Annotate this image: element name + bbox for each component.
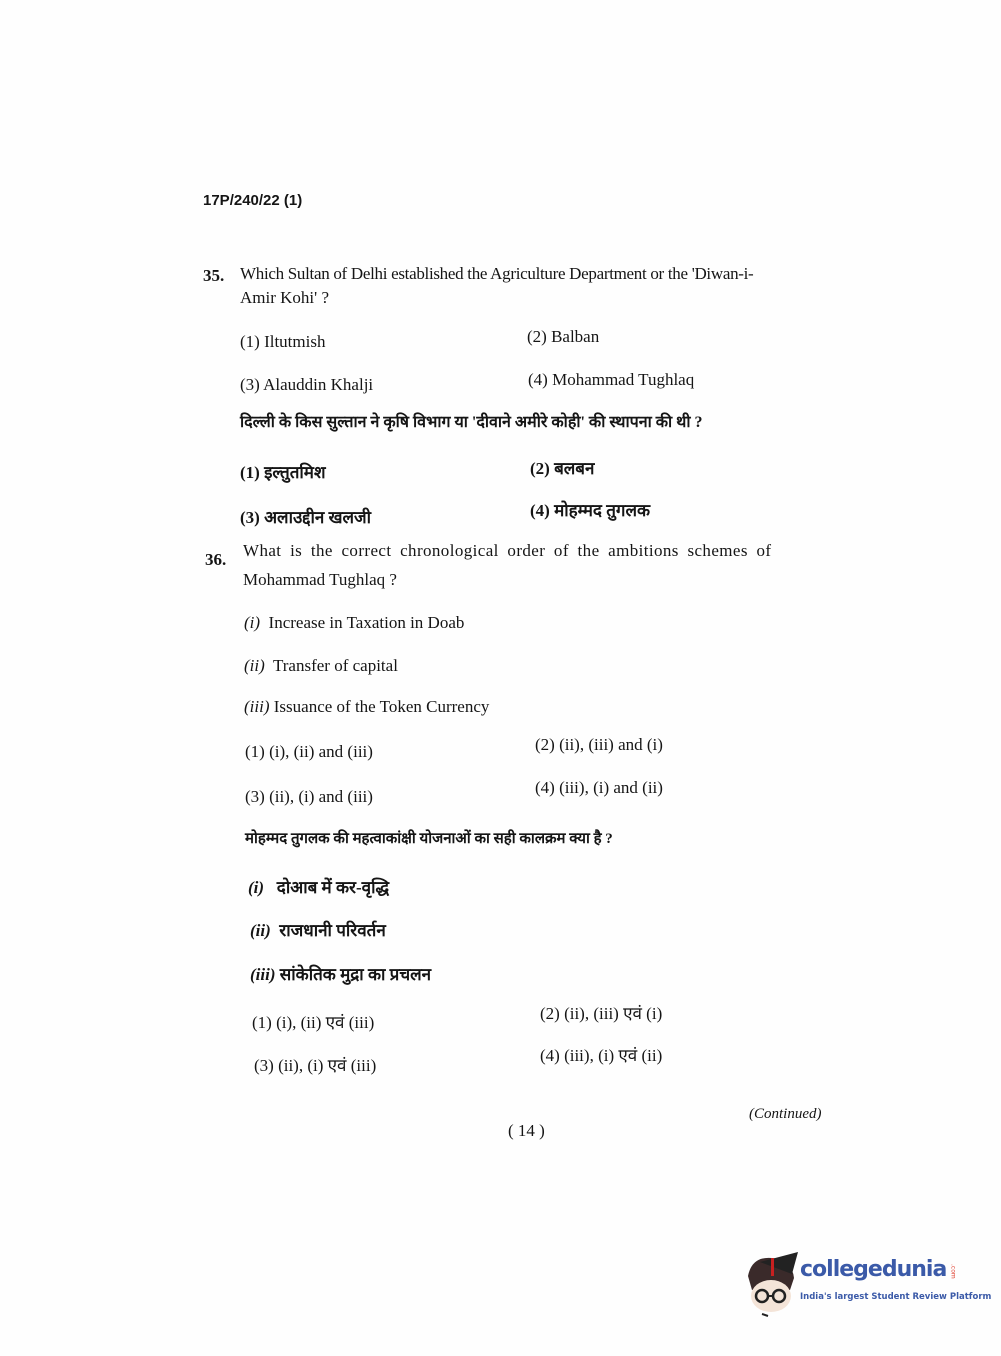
q36-hindi-item-2 bbox=[250, 918, 386, 941]
q36-hindi-item-2-text: राजधानी परिवर्तन bbox=[279, 921, 386, 940]
q36-item-2-num: (ii) bbox=[244, 656, 265, 675]
brand-suffix: .com bbox=[949, 1264, 957, 1279]
q36-hindi-item-1 bbox=[248, 875, 389, 898]
collegedunia-watermark bbox=[742, 1248, 997, 1320]
q36-hindi-item-3 bbox=[250, 962, 431, 985]
q36-item-2 bbox=[244, 656, 398, 676]
q36-item-2-text: Transfer of capital bbox=[272, 656, 398, 675]
brand-tagline: India's largest Student Review Platform bbox=[800, 1292, 992, 1302]
q35-hindi-option-1: (1) इल्तुतमिश bbox=[240, 463, 326, 482]
q35-option-3: (3) Alauddin Khalji bbox=[240, 375, 374, 394]
q36-option-4: (4) (iii), (i) and (ii) bbox=[535, 778, 663, 797]
page-number: ( 14 ) bbox=[508, 1121, 545, 1140]
q36-text-line2: Mohammad Tughlaq ? bbox=[243, 570, 397, 589]
q36-hindi-text: मोहम्मद तुगलक की महत्वाकांक्षी योजनाओं का सही कालक्रम क्या है ? bbox=[245, 831, 613, 847]
q36-hindi-option-2: (2) (ii), (iii) एवं (i) bbox=[540, 1004, 663, 1023]
q35-hindi-text: दिल्ली के किस सुल्तान ने कृषि विभाग या 'दीवाने अमीरे कोही' की स्थापना की थी ? bbox=[240, 414, 703, 431]
q35-hindi-option-3: (3) अलाउद्दीन खलजी bbox=[240, 508, 372, 527]
q35-hindi-option-2: (2) बलबन bbox=[530, 459, 595, 478]
q36-hindi-item-1-num: (i) bbox=[248, 878, 265, 897]
q36-option-2: (2) (ii), (iii) and (i) bbox=[535, 735, 663, 754]
q36-item-3 bbox=[244, 697, 489, 717]
q36-option-3: (3) (ii), (i) and (iii) bbox=[245, 787, 373, 806]
q36-hindi-option-1: (1) (i), (ii) एवं (iii) bbox=[252, 1013, 375, 1032]
q35-text-line2: Amir Kohi' ? bbox=[240, 288, 329, 307]
q36-item-1 bbox=[244, 613, 464, 633]
q36-hindi-item-3-num: (iii) bbox=[250, 965, 276, 984]
q36-number: 36. bbox=[205, 550, 227, 569]
q36-item-3-text: Issuance of the Token Currency bbox=[273, 697, 490, 716]
q36-text-line1: What is the correct chronological order of the ambitions schemes of bbox=[243, 541, 772, 560]
q36-hindi-item-2-num: (ii) bbox=[250, 921, 271, 940]
q36-hindi-option-4: (4) (iii), (i) एवं (ii) bbox=[540, 1046, 663, 1065]
q35-option-4: (4) Mohammad Tughlaq bbox=[528, 370, 695, 389]
q36-item-1-text: Increase in Taxation in Doab bbox=[268, 613, 465, 632]
q36-item-1-num: (i) bbox=[244, 613, 261, 632]
q35-hindi-option-4: (4) मोहम्मद तुगलक bbox=[530, 501, 651, 520]
mascot-logo-icon bbox=[742, 1248, 800, 1320]
q36-item-3-num: (iii) bbox=[244, 697, 270, 716]
q36-option-1: (1) (i), (ii) and (iii) bbox=[245, 742, 373, 761]
q35-text-line1: Which Sultan of Delhi established the Agriculture Department or the 'Diwan-i- bbox=[240, 264, 754, 283]
q36-hindi-item-1-text: दोआब में कर-वृद्धि bbox=[276, 878, 390, 897]
q35-option-2: (2) Balban bbox=[527, 327, 600, 346]
brand-row bbox=[800, 1256, 955, 1284]
q36-hindi-item-3-text: सांकेतिक मुद्रा का प्रचलन bbox=[279, 965, 432, 984]
paper-code: 17P/240/22 (1) bbox=[203, 192, 303, 209]
q36-hindi-option-3: (3) (ii), (i) एवं (iii) bbox=[254, 1056, 377, 1075]
brand-name: collegedunia bbox=[800, 1257, 947, 1282]
continued-label: (Continued) bbox=[749, 1106, 822, 1122]
q35-option-1: (1) Iltutmish bbox=[240, 332, 326, 351]
q35-number: 35. bbox=[203, 266, 225, 285]
